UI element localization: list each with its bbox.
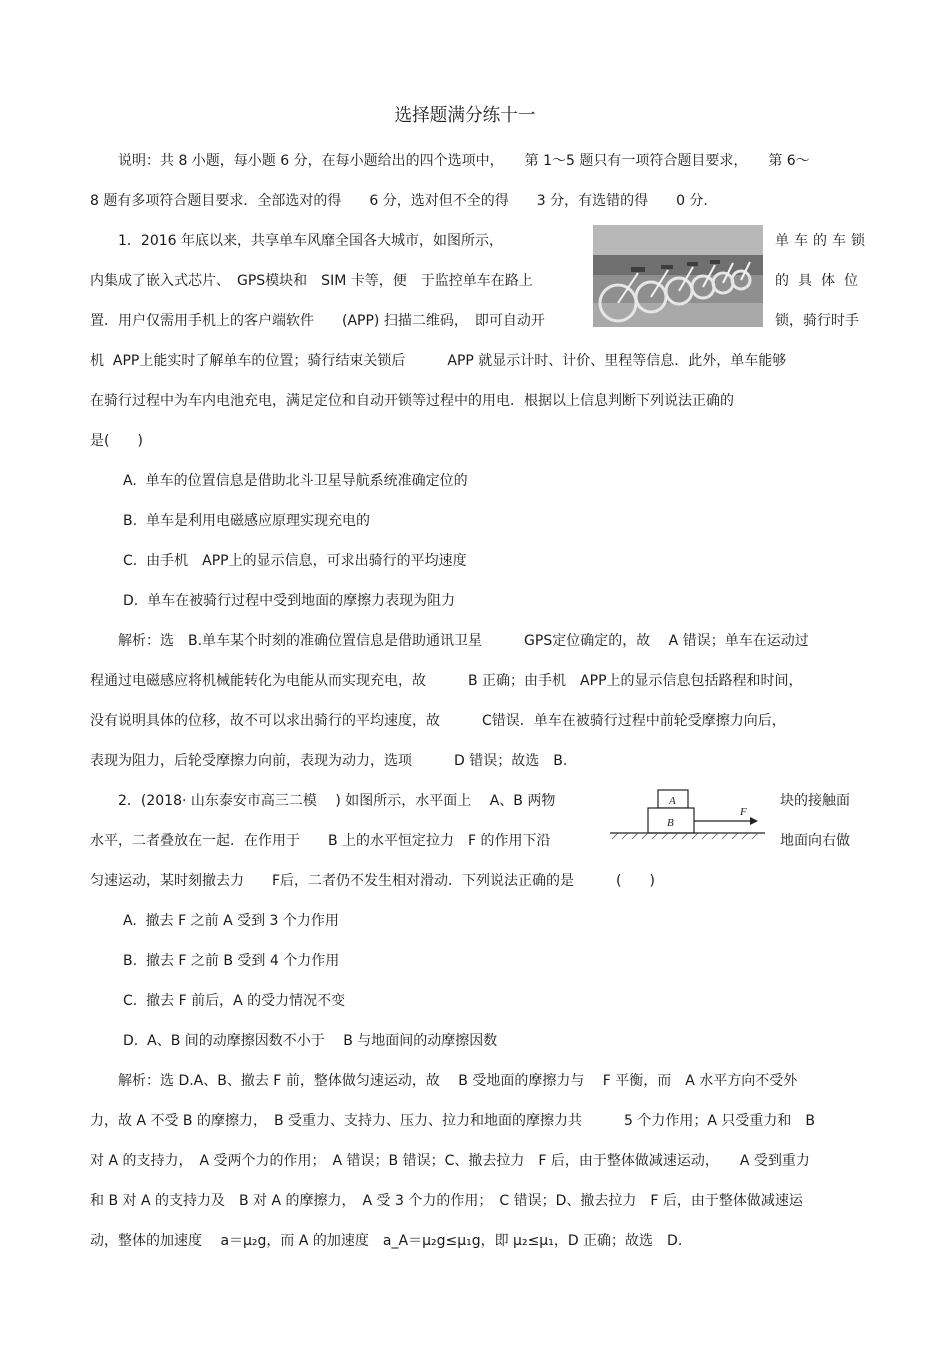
q1-analysis-line-2: 程通过电磁感应将机械能转化为电能从而实现充电，故 B 正确；由手机 APP上的显示信息包括路程和时间， — [90, 673, 803, 689]
q1-stem-line-1b: 单车的车锁 — [775, 233, 870, 249]
q2-analysis-line-5: 动，整体的加速度 a＝μ₂g，而 A 的加速度 a_A＝μ₂g≤μ₁g，即 μ₂≤μ₁，D 正确；故选 D. — [90, 1233, 683, 1249]
q2-analysis-line-3: 对 A 的支持力， A 受两个力的作用； A 错误；B 错误；C、撤去拉力 F 后，由于整体做减速运动， A 受到重力 — [90, 1153, 810, 1169]
q2-stem-line-3: 匀速运动，某时刻撤去力 F后，二者仍不发生相对滑动．下列说法正确的是 ( ) — [90, 873, 655, 889]
q1-stem-line-3a: 置．用户仅需用手机上的客户端软件 (APP) 扫描二维码， 即可自动开 — [90, 313, 545, 329]
q2-option-a: A. 撤去 F 之前 A 受到 3 个力作用 — [123, 913, 339, 929]
q1-stem-line-5: 在骑行过程中为车内电池充电，满足定位和自动开锁等过程中的用电．根据以上信息判断下列说法正确的 — [90, 393, 734, 409]
q1-stem-line-4: 机 APP上能实时了解单车的位置；骑行结束关锁后 APP 就显示计时、计价、里程等信息．此外，单车能够 — [90, 353, 787, 369]
q1-stem-line-2b: 的具体位 — [775, 273, 867, 289]
label-f: F — [740, 806, 747, 818]
q2-stem-line-1a: 2．(2018· 山东泰安市高三二模 ) 如图所示，水平面上 A、B 两物 — [118, 793, 556, 809]
q1-option-b: B. 单车是利用电磁感应原理实现充电的 — [123, 513, 370, 529]
instructions-line-2: 8 题有多项符合题目要求．全部选对的得 6 分，选对但不全的得 3 分，有选错的得 0 分. — [90, 193, 708, 209]
q2-stem-line-1b: 块的接触面 — [780, 793, 850, 809]
q1-option-a: A. 单车的位置信息是借助北斗卫星导航系统准确定位的 — [123, 473, 468, 489]
q1-analysis-line-4: 表现为阻力，后轮受摩擦力向前，表现为动力，选项 D 错误；故选 B. — [90, 753, 568, 769]
q1-stem-line-3b: 锁，骑行时手 — [775, 313, 859, 329]
q1-stem-line-1a: 1．2016 年底以来，共享单车风靡全国各大城市，如图所示， — [118, 233, 503, 249]
label-a: A — [669, 795, 676, 807]
q1-analysis-line-3: 没有说明具体的位移，故不可以求出骑行的平均速度，故 C错误．单车在被骑行过程中前轮受摩擦力向后， — [90, 713, 786, 729]
q2-stem-line-2a: 水平，二者叠放在一起．在作用于 B 上的水平恒定拉力 F 的作用下沿 — [90, 833, 551, 849]
q1-stem-line-6: 是( ) — [90, 433, 143, 449]
q2-option-d: D. A、B 间的动摩擦因数不小于 B 与地面间的动摩擦因数 — [123, 1033, 498, 1049]
q2-option-c: C. 撤去 F 前后，A 的受力情况不变 — [123, 993, 346, 1009]
label-b: B — [667, 817, 674, 829]
q1-stem-line-2a: 内集成了嵌入式芯片、 GPS模块和 SIM 卡等，便 于监控单车在路上 — [90, 273, 533, 289]
q1-option-d: D. 单车在被骑行过程中受到地面的摩擦力表现为阻力 — [123, 593, 456, 609]
q1-analysis-line-1: 解析：选 B.单车某个时刻的准确位置信息是借助通讯卫星 GPS定位确定的，故 A 错误；单车在运动过 — [118, 633, 809, 649]
blocks-diagram — [610, 785, 765, 841]
q1-option-c: C. 由手机 APP上的显示信息，可求出骑行的平均速度 — [123, 553, 467, 569]
instructions-line-1: 说明：共 8 小题，每小题 6 分，在每小题给出的四个选项中， 第 1～5 题只有一项符合题目要求， 第 6～ — [118, 153, 810, 169]
q2-stem-line-2b: 地面向右做 — [780, 833, 850, 849]
q2-option-b: B. 撤去 F 之前 B 受到 4 个力作用 — [123, 953, 340, 969]
page-title: 选择题满分练十一 — [394, 105, 536, 126]
bicycle-photo — [593, 225, 763, 327]
force-arrowhead — [750, 817, 758, 825]
q2-analysis-line-1: 解析：选 D.A、B、撤去 F 前，整体做匀速运动，故 B 受地面的摩擦力与 F 平衡，而 A 水平方向不受外 — [118, 1073, 798, 1089]
q2-analysis-line-2: 力，故 A 不受 B 的摩擦力， B 受重力、支持力、压力、拉力和地面的摩擦力共 5 个力作用；A 只受重力和 B — [90, 1113, 816, 1129]
q2-analysis-line-4: 和 B 对 A 的支持力及 B 对 A 的摩擦力， A 受 3 个力的作用； C 错误；D、撤去拉力 F 后，由于整体做减速运 — [90, 1193, 803, 1209]
